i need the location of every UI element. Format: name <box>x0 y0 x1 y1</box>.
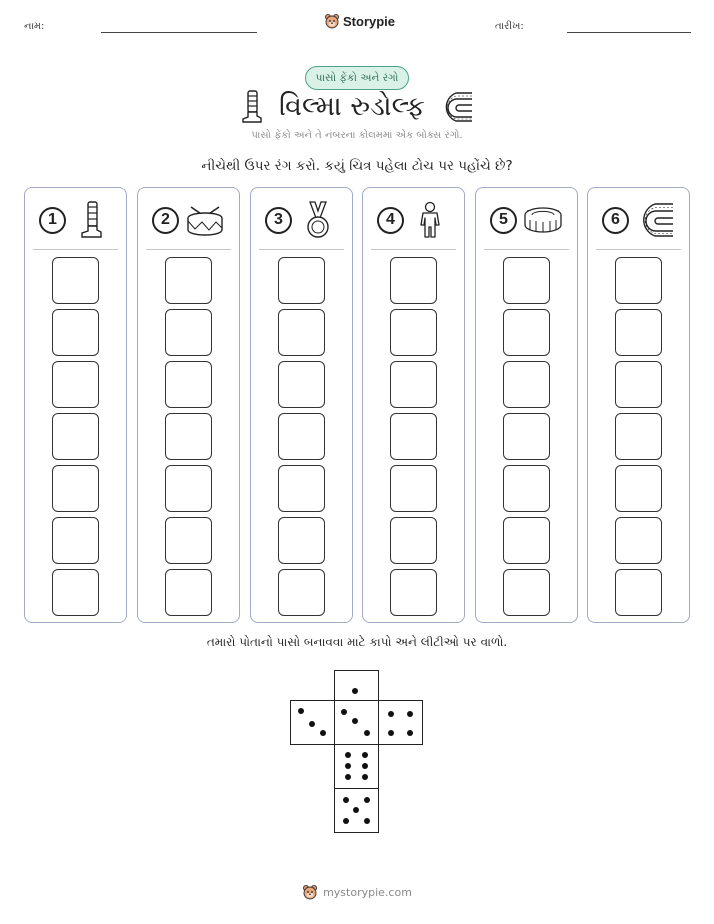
column-header <box>588 200 689 240</box>
person-icon <box>418 201 442 239</box>
die-pip <box>345 763 351 769</box>
color-box[interactable] <box>503 569 550 616</box>
die-pip <box>407 730 413 736</box>
column-header <box>251 200 352 240</box>
die-pip <box>352 718 358 724</box>
die-pip <box>362 752 368 758</box>
die-pip <box>388 711 394 717</box>
column-header <box>363 200 464 240</box>
running-track-icon <box>439 91 473 123</box>
color-box[interactable] <box>52 569 99 616</box>
date-line[interactable] <box>567 32 691 33</box>
color-box[interactable] <box>503 465 550 512</box>
column-divider <box>371 249 456 250</box>
column-3 <box>250 187 353 623</box>
date-label: તારીખ: <box>495 21 524 32</box>
color-box[interactable] <box>615 413 662 460</box>
color-box[interactable] <box>52 465 99 512</box>
die-pip <box>364 818 370 824</box>
column-header <box>476 200 577 240</box>
question: નીચેથી ઉપર રંગ કરો. કયું ચિત્ર પહેલા ટોચ પર પહોંચે છે? <box>201 158 513 174</box>
color-box[interactable] <box>165 517 212 564</box>
column-number: 3 <box>265 207 292 234</box>
drum-icon <box>185 203 225 237</box>
die-pip <box>345 774 351 780</box>
column-number: 6 <box>602 207 629 234</box>
die-pip <box>345 752 351 758</box>
die-pip <box>362 763 368 769</box>
column-number: 1 <box>39 207 66 234</box>
column-number: 5 <box>490 207 517 234</box>
footer <box>0 884 714 900</box>
leg-brace-icon <box>241 90 265 124</box>
column-1 <box>24 187 127 623</box>
column-divider <box>33 249 118 250</box>
storypie-mascot-icon <box>324 13 340 29</box>
color-box[interactable] <box>503 517 550 564</box>
die-pip <box>309 721 315 727</box>
column-number: 4 <box>377 207 404 234</box>
color-box[interactable] <box>52 309 99 356</box>
color-box[interactable] <box>615 465 662 512</box>
color-box[interactable] <box>615 257 662 304</box>
die-pip <box>343 797 349 803</box>
column-2 <box>137 187 240 623</box>
die-pip <box>353 807 359 813</box>
stadium-icon <box>523 205 563 235</box>
color-box[interactable] <box>165 309 212 356</box>
column-divider <box>259 249 344 250</box>
color-box[interactable] <box>390 361 437 408</box>
color-box[interactable] <box>165 465 212 512</box>
color-box[interactable] <box>503 257 550 304</box>
column-divider <box>146 249 231 250</box>
subtitle: પાસો ફેંકો અને તે નંબરના કોલમમાં એક બોક્સ રંગો. <box>251 130 463 141</box>
column-header <box>25 200 126 240</box>
page-title: વિલ્મા રુડોલ્ફ <box>279 91 425 122</box>
column-6 <box>587 187 690 623</box>
color-box[interactable] <box>165 361 212 408</box>
die-face-3[interactable] <box>334 700 379 745</box>
color-box[interactable] <box>390 413 437 460</box>
color-box[interactable] <box>165 257 212 304</box>
color-box[interactable] <box>52 257 99 304</box>
color-box[interactable] <box>615 569 662 616</box>
color-box[interactable] <box>390 465 437 512</box>
column-divider <box>484 249 569 250</box>
color-box[interactable] <box>52 361 99 408</box>
column-header <box>138 200 239 240</box>
color-box[interactable] <box>52 517 99 564</box>
title-row <box>0 87 714 127</box>
color-box[interactable] <box>390 517 437 564</box>
footer-url[interactable]: mystorypie.com <box>323 885 412 899</box>
color-box[interactable] <box>503 361 550 408</box>
column-divider <box>596 249 681 250</box>
die-pip <box>343 818 349 824</box>
die-face-4[interactable] <box>378 700 423 745</box>
die-pip <box>388 730 394 736</box>
name-line[interactable] <box>101 32 257 33</box>
dice-instruction: તમારો પોતાનો પાસો બનાવવા માટે કાપો અને લીટીઓ પર વાળો. <box>206 635 508 649</box>
color-box[interactable] <box>390 569 437 616</box>
name-label: નામ: <box>24 21 45 32</box>
die-pip <box>298 708 304 714</box>
brand-name: Storypie <box>343 13 396 29</box>
medal-icon <box>305 201 331 239</box>
color-box[interactable] <box>278 361 325 408</box>
column-5 <box>475 187 578 623</box>
color-box[interactable] <box>52 413 99 460</box>
color-box[interactable] <box>503 309 550 356</box>
color-box[interactable] <box>278 309 325 356</box>
color-box[interactable] <box>165 569 212 616</box>
color-box[interactable] <box>278 465 325 512</box>
die-pip <box>364 797 370 803</box>
color-box[interactable] <box>503 413 550 460</box>
color-box[interactable] <box>278 413 325 460</box>
column-number: 2 <box>152 207 179 234</box>
die-pip <box>364 730 370 736</box>
activity-badge: પાસો ફેંકો અને રંગો <box>305 66 409 90</box>
color-box[interactable] <box>278 517 325 564</box>
die-pip <box>362 774 368 780</box>
die-pip <box>352 688 358 694</box>
brand-logo <box>324 13 395 29</box>
leg-brace-icon <box>79 201 105 239</box>
storypie-mascot-icon <box>302 884 318 900</box>
color-box[interactable] <box>390 309 437 356</box>
die-face-6[interactable] <box>334 744 379 789</box>
color-box[interactable] <box>615 309 662 356</box>
die-pip <box>341 709 347 715</box>
running-track-icon <box>636 202 674 238</box>
color-box[interactable] <box>165 413 212 460</box>
die-pip <box>320 730 326 736</box>
color-box[interactable] <box>390 257 437 304</box>
color-box[interactable] <box>278 569 325 616</box>
color-box[interactable] <box>615 361 662 408</box>
color-box[interactable] <box>278 257 325 304</box>
die-face-2[interactable] <box>290 700 335 745</box>
column-4 <box>362 187 465 623</box>
die-pip <box>407 711 413 717</box>
die-face-5[interactable] <box>334 788 379 833</box>
color-box[interactable] <box>615 517 662 564</box>
